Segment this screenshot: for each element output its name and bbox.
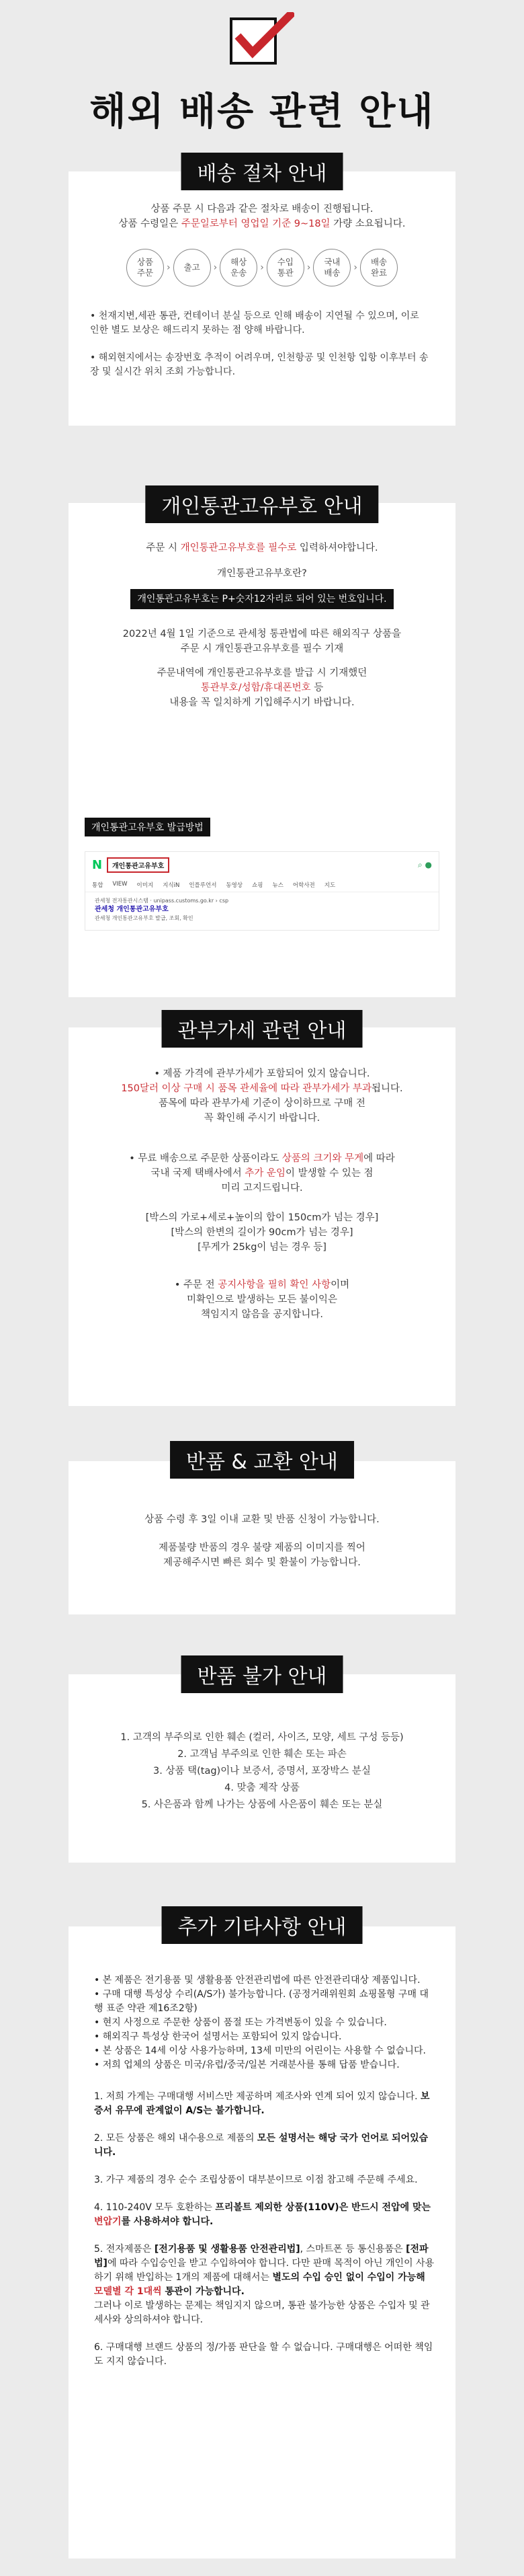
arrow-icon: › xyxy=(353,262,358,273)
etc-banner: 추가 기타사항 안내 xyxy=(162,1906,363,1944)
page-title: 해외 배송 관련 안내 xyxy=(89,90,435,134)
customs-banner: 개인통관고유부호 안내 xyxy=(145,485,378,523)
customs-required: 주문 시 개인통관고유부호를 필수로 입력하셔야합니다. xyxy=(146,543,378,553)
noreturn-banner: 반품 불가 안내 xyxy=(181,1655,343,1693)
list-item: 3. 가구 제품의 경우 순수 조립상품이 대부분이므로 이점 참고해 주문해 주세요. xyxy=(94,2175,418,2185)
noreturn-card xyxy=(69,1665,455,1863)
step-release: 출고 xyxy=(173,249,211,286)
arrow-icon: › xyxy=(166,262,171,273)
customs-card: 개인통관고유부호 안내 주문 시 개인통관고유부호를 필수로 입력하셔야합니다. 개인통관고유부호란? 개인통관고유부호는 P+숫자12자리로 되어 있는 번호입니다. 2022년 4월 1일 기준으로 관세청 통관법에 따른 해외직구 상품을 주문 시 개인통관고유부호를 필수 기재 주문내역에 개인통관고유부호를 발급 시 기재했던 통관부호/성함/휴대폰번호 등 내용을 꼭 일치하게 기입해주시기 바랍니다. 개인통관고유부호 발급방법 N 개인통관고유부호 ⌕ ● 통합 VIEW 이미지 지식iN 인플루언서 동영상 쇼핑 뉴스 어학사전 지도 관세청 전자통관시스템 · unipass.customs.go.kr › csp 관세청 개인통관고유부호 관세청 개인통관고유부호 발급, 조회, 확인 xyxy=(69,503,455,997)
shipping-note-2: • 해외현지에서는 송장번호 추적이 어려우며, 인천항공 및 인천항 입항 이후부터 송장 및 실시간 위치 조회 가능합니다. xyxy=(90,352,429,377)
list-item: 3. 상품 택(tag)이나 보증서, 증명서, 포장박스 분실 xyxy=(153,1766,371,1777)
search-query: 개인통관고유부호 xyxy=(107,857,169,873)
noreturn-list xyxy=(69,1729,455,1813)
shipping-steps xyxy=(69,249,455,286)
search-result: 관세청 전자통관시스템 · unipass.customs.go.kr › csp 관세청 개인통관고유부호 관세청 개인통관고유부호 발급, 조회, 확인 xyxy=(85,892,439,927)
list-item: 5. 전자제품은 [전기용품 및 생활용품 안전관리법], 스마트폰 등 통신용품은 [전파법]에 따라 수입승인을 받고 수입하여야 합니다. 다만 판매 목적이 아닌 개인이 사용하기 위해 반입하는 1개의 제품에 대해서는 별도의 수입 승인 없이 수입이 가능해 모델별 각 1대씩 통관이 가능합니다. 그러나 이로 발생하는 문제는 책임지지 않으며, 통관 불가능한 상품은 수입자 및 관세사와 상의하셔야 합니다. xyxy=(94,2244,435,2325)
list-item: • 현지 사정으로 주문한 상품이 품절 또는 가격변동이 있을 수 있습니다. xyxy=(94,2017,387,2028)
list-item: 5. 사은품과 함께 나가는 상품에 사은품이 훼손 또는 분실 xyxy=(141,1799,383,1810)
issue-method-pill: 개인통관고유부호 발급방법 xyxy=(85,818,210,836)
list-item: 1. 고객의 부주의로 인한 훼손 (컬러, 사이즈, 모양, 세트 구성 등등) xyxy=(120,1732,404,1743)
shipping-banner: 배송 절차 안내 xyxy=(181,153,343,190)
search-screenshot xyxy=(85,851,439,931)
etc-numbered xyxy=(69,2090,455,2369)
step-sea-shipping: 해상 운송 xyxy=(220,249,257,286)
customs-format-pill: 개인통관고유부호는 P+숫자12자리로 되어 있는 번호입니다. xyxy=(130,589,393,609)
naver-logo: N xyxy=(92,858,103,872)
list-item: • 저희 업체의 상품은 미국/유럽/중국/일본 거래분사를 통해 답품 받습니다. xyxy=(94,2060,400,2070)
duty-card: 관부가세 관련 안내 • 제품 가격에 관부가세가 포함되어 있지 않습니다. 150달러 이상 구매 시 품목 관세율에 따라 관부가세가 부과됩니다. 품목에 따라 관부가세 기준이 상이하므로 구매 전 꼭 확인해 주시기 바랍니다. • 무료 배송으로 주문한 상품이라도 상품의 크기와 무게에 따라 국내 국제 택배사에서 추가 운임이 발생할 수 있는 점 미리 고지드립니다. [박스의 가로+세로+높이의 합이 150cm가 넘는 경우] [박스의 한변의 길이가 90cm가 넘는 경우] [무게가 25kg이 넘는 경우 등] • 주문 전 공지사항을 필히 확인 사항이며 미확인으로 발생하는 모든 불이익은 책임지지 않음을 공지합니다. xyxy=(69,1027,455,1406)
shipping-card xyxy=(69,162,455,426)
arrow-icon: › xyxy=(260,262,264,273)
shipping-intro: 상품 주문 시 다음과 같은 절차로 배송이 진행됩니다. 상품 수령일은 주문일로부터 영업일 기준 9~18일 가량 소요됩니다. xyxy=(118,204,406,229)
checkbox-icon xyxy=(230,12,294,69)
list-item: 2. 고객님 부주의로 인한 훼손 또는 파손 xyxy=(177,1749,347,1760)
etc-card xyxy=(69,1916,455,2559)
list-item: • 본 상품은 14세 이상 사용가능하며, 13세 미만의 어린이는 사용할 수 없습니다. xyxy=(94,2045,426,2056)
list-item: • 본 제품은 전기용품 및 생활용품 안전관리법에 따른 안전관리대상 제품입니다. xyxy=(94,1975,421,1986)
list-item: 4. 맞춤 제작 상품 xyxy=(224,1783,300,1793)
step-customs: 수입 통관 xyxy=(267,249,304,286)
list-item: 6. 구매대행 브랜드 상품의 정/가품 판단을 할 수 없습니다. 구매대행은 어떠한 책임도 지지 않습니다. xyxy=(94,2342,433,2367)
list-item: • 구매 대행 특성상 수리(A/S가) 불가능합니다. (공정거래위원회 쇼핑몰형 구매 대행 표준 약관 제16조2항) xyxy=(94,1989,429,2014)
customs-question: 개인통관고유부호란? xyxy=(217,568,307,579)
duty-banner: 관부가세 관련 안내 xyxy=(162,1010,363,1048)
search-icon: ⌕ ● xyxy=(417,860,432,869)
step-order: 상품 주문 xyxy=(126,249,164,286)
search-tabs: 통합 VIEW 이미지 지식iN 인플루언서 동영상 쇼핑 뉴스 어학사전 지도 xyxy=(85,878,439,892)
etc-bullets xyxy=(69,1974,455,2072)
return-card: 반품 & 교환 안내 상품 수령 후 3일 이내 교환 및 반품 신청이 가능합니다. 제품불량 반품의 경우 불량 제품의 이미지를 찍어 제공해주시면 빠른 회수 및 환불이 가능합니다. xyxy=(69,1461,455,1614)
list-item: 2. 모든 상품은 해외 내수용으로 제품의 모든 설명서는 해당 국가 언어로 되어있습니다. xyxy=(94,2133,429,2158)
step-domestic: 국내 배송 xyxy=(313,249,351,286)
hero-section xyxy=(0,0,524,143)
result-link: 관세청 개인통관고유부호 xyxy=(95,906,169,913)
step-complete: 배송 완료 xyxy=(360,249,398,286)
return-banner: 반품 & 교환 안내 xyxy=(170,1441,354,1479)
arrow-icon: › xyxy=(213,262,218,273)
shipping-note-1: • 천재지변,세관 통관, 컨테이너 분실 등으로 인해 배송이 지연될 수 있으며, 이로 인한 별도 보상은 해드리지 못하는 점 양해 바랍니다. xyxy=(90,311,419,336)
list-item: 1. 저희 가게는 구매대행 서비스만 제공하며 제조사와 연계 되어 있지 않습니다. 보증서 유무에 관계없이 A/S는 불가합니다. xyxy=(94,2091,430,2116)
list-item: 4. 110-240V 모두 호환하는 프리볼트 제외한 상품(110V)은 반드시 전압에 맞는 변압기를 사용하셔야 합니다. xyxy=(94,2202,431,2227)
list-item: • 해외직구 특성상 한국어 설명서는 포함되어 있지 않습니다. xyxy=(94,2031,342,2042)
arrow-icon: › xyxy=(306,262,311,273)
